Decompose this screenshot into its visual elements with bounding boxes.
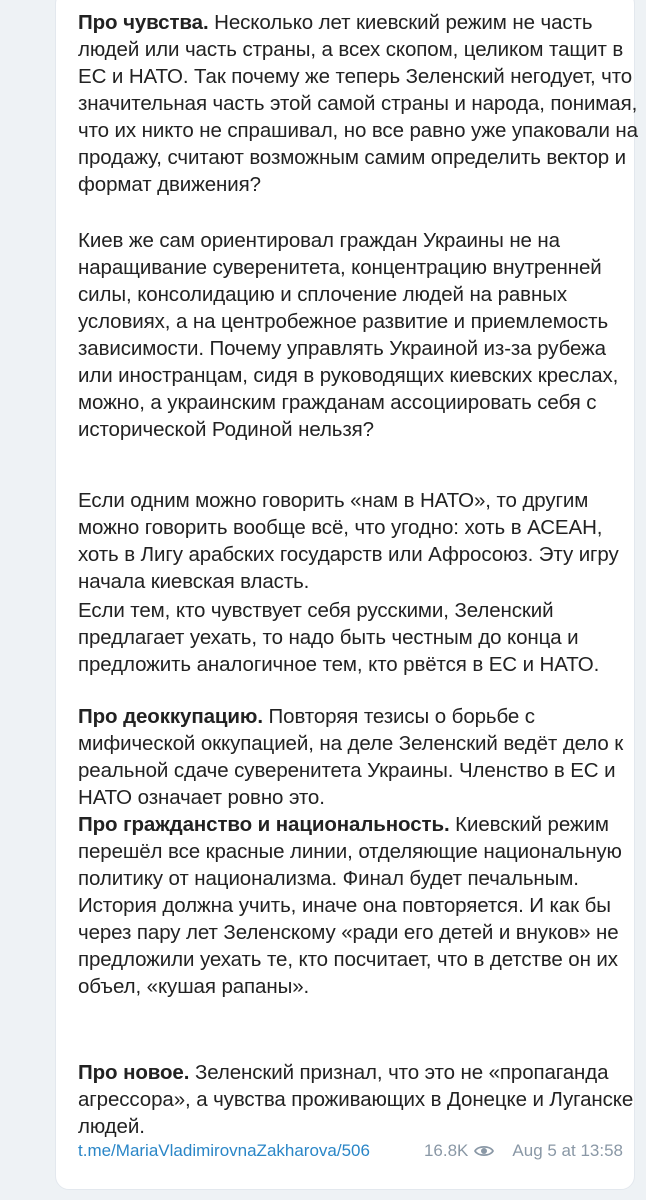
- paragraph-new: [78, 1059, 638, 1140]
- paragraph-heading: Про новое.: [78, 1061, 190, 1084]
- post-date: Aug 5 at 13:58: [512, 1141, 623, 1160]
- post-link[interactable]: t.me/MariaVladimirovnaZakharova/506: [78, 1141, 370, 1160]
- post-card: [55, 0, 638, 1190]
- paragraph-body: Если одним можно говорить «нам в НАТО», то другим можно говорить вообще всё, что угодно: хоть в АСЕАН, хоть в Лигу арабских государств или Афросоюз. Эту игру начала киевская власть.: [78, 489, 619, 593]
- paragraph-kiev-orientation: [78, 227, 638, 443]
- paragraph-feelings: [78, 9, 638, 198]
- paragraph-deoccupation: [78, 703, 638, 811]
- paragraph-heading: Про чувства.: [78, 11, 209, 34]
- paragraph-body: Повторяя тезисы о борьбе с мифической оккупацией, на деле Зеленский ведёт дело к реальной сдаче суверенитета Украины. Членство в ЕС и НАТО означает ровно это.: [78, 705, 624, 809]
- post-meta: [424, 1141, 623, 1161]
- paragraph-body: Зеленский признал, что это не «пропаганда агрессора», а чувства проживающих в Донецке и Луганске людей.: [78, 1061, 634, 1138]
- paragraph-body: Киевский режим перешёл все красные линии, отделяющие национальную политику от национализма. Финал будет печальным. История должна учить, иначе она повторяется. И как бы через пару лет Зеленскому «ради его детей и внуков» не предложили уехать те, кто посчитает, что в детстве он их объел, «кушая рапаны».: [78, 813, 622, 998]
- paragraph-citizenship: [78, 811, 638, 1000]
- paragraph-heading: Про деоккупацию.: [78, 705, 263, 728]
- paragraph-leave: [78, 597, 638, 678]
- post-footer: [78, 1141, 623, 1165]
- paragraph-body: Если тем, кто чувствует себя русскими, Зеленский предлагает уехать, то надо быть честным до конца и предложить аналогичное тем, кто рвётся в ЕС и НАТО.: [78, 599, 600, 676]
- paragraph-heading: Про гражданство и национальность.: [78, 813, 450, 836]
- paragraph-body: Несколько лет киевский режим не часть людей или часть страны, а всех скопом, целиком тащит в ЕС и НАТО. Так почему же теперь Зеленский негодует, что значительная часть этой самой страны и народа, понимая, что их никто не спрашивал, но все равно уже упаковали на продажу, считают возможным самим определить вектор и формат движения?: [78, 11, 638, 196]
- paragraph-body: Киев же сам ориентировал граждан Украины не на наращивание суверенитета, концентрацию внутренней силы, консолидацию и сплочение людей на равных условиях, а на центробежное развитие и приемлемость зависимости. Почему управлять Украиной из-за рубежа или иностранцам, сидя в руководящих киевских креслах, можно, а украинским гражданам ассоциировать себя с исторической Родиной нельзя?: [78, 229, 619, 441]
- eye-icon: [474, 1144, 494, 1158]
- view-count: 16.8K: [423, 1141, 469, 1160]
- paragraph-nato: [78, 487, 638, 595]
